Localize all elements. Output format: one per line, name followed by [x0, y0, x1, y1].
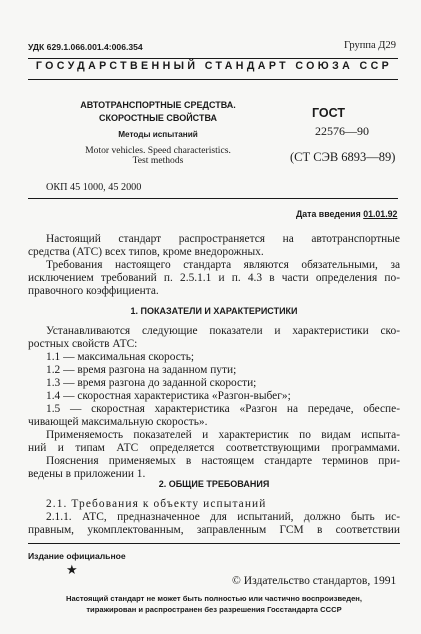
- para2-line2: исключением требований п. 2.5.1.1 и п. 4.3 в части определения по-: [28, 272, 400, 284]
- standard-banner: ГОСУДАРСТВЕННЫЙ СТАНДАРТ СОЮЗА ССР: [35, 60, 393, 72]
- st-sev-number: (СТ СЭВ 6893—89): [290, 150, 396, 164]
- section1-line: Применяемость показателей и характеристик по видам испыта-: [46, 429, 400, 441]
- section2-heading: 2. ОБЩИЕ ТРЕБОВАНИЯ: [158, 479, 270, 489]
- methods-subtitle: Методы испытаний: [118, 130, 198, 139]
- para2-line3: правочного коэффициента.: [28, 285, 159, 297]
- reproduction-notice-line1: Настоящий стандарт не может быть полностью или частично воспроизведен,: [65, 594, 363, 603]
- english-title-line2: Test methods: [132, 155, 184, 166]
- section1-line: 1.2 — время разгона на заданном пути;: [46, 364, 237, 376]
- gost-number: 22576—90: [315, 124, 369, 138]
- top-rule: [28, 58, 398, 59]
- english-title-line1: Motor vehicles. Speed characteristics.: [85, 145, 231, 156]
- section1-line: чивающей максимальную скорость».: [28, 416, 208, 428]
- star-mark: ★: [66, 562, 78, 577]
- section2-subheading: 2.1. Требования к объекту испытаний: [46, 498, 267, 510]
- gost-label: ГОСТ: [312, 106, 345, 120]
- section1-line: 1.4 — скоростная характеристика «Разгон-выбег»;: [46, 390, 291, 402]
- section1-line: ний и типам АТС определяется соответствующими программами.: [28, 442, 400, 454]
- publisher-copyright: © Издательство стандартов, 1991: [232, 574, 397, 587]
- section1-line: Устанавливаются следующие показатели и характеристики ско-: [46, 325, 400, 337]
- section1-line: 1.1 — максимальная скорость;: [46, 351, 195, 363]
- section1-line: 1.3 — время разгона до заданной скорости;: [46, 377, 257, 389]
- intro-date: [296, 209, 397, 219]
- document-title-line1: АВТОТРАНСПОРТНЫЕ СРЕДСТВА.: [80, 100, 236, 110]
- okp-code: ОКП 45 1000, 45 2000: [46, 182, 142, 193]
- section1-heading: 1. ПОКАЗАТЕЛИ И ХАРАКТЕРИСТИКИ: [130, 306, 298, 316]
- udk-code: УДК 629.1.066.001.4:006.354: [28, 42, 143, 52]
- section2-line: 2.1.1. АТС, предназначенное для испытаний, должно быть ис-: [46, 511, 400, 523]
- para1-line2: средства (АТС) всех типов, кроме внедорожных.: [28, 246, 264, 258]
- section1-line: 1.5 — скоростная характеристика «Разгон на передаче, обеспе-: [46, 403, 400, 415]
- section1-line: ростных свойств АТС:: [28, 338, 138, 350]
- intro-date-value: 01.01.92: [363, 209, 398, 219]
- intro-date-label: Дата введения: [296, 209, 361, 219]
- section1-line: Пояснения применяемых в настоящем стандарте терминов при-: [46, 455, 400, 467]
- okp-rule: [28, 198, 398, 199]
- section2-line: правным, укомплектованным, заправленным ГСМ в соответствии: [28, 524, 400, 536]
- official-edition-label: Издание официальное: [28, 551, 126, 561]
- footer-rule: [28, 543, 400, 544]
- reproduction-notice-line2: тиражирован и распространен без разрешения Госстандарта СССР: [86, 605, 342, 614]
- group-code: Группа Д29: [344, 40, 396, 51]
- para2-line1: Требования настоящего стандарта являются обязательными, за: [46, 259, 400, 271]
- document-title-line2: СКОРОСТНЫЕ СВОЙСТВА: [98, 113, 218, 123]
- para1-line1: Настоящий стандарт распространяется на автотранспортные: [46, 233, 400, 245]
- section1-line: ведены в приложении 1.: [28, 468, 146, 480]
- banner-rule: [28, 79, 398, 80]
